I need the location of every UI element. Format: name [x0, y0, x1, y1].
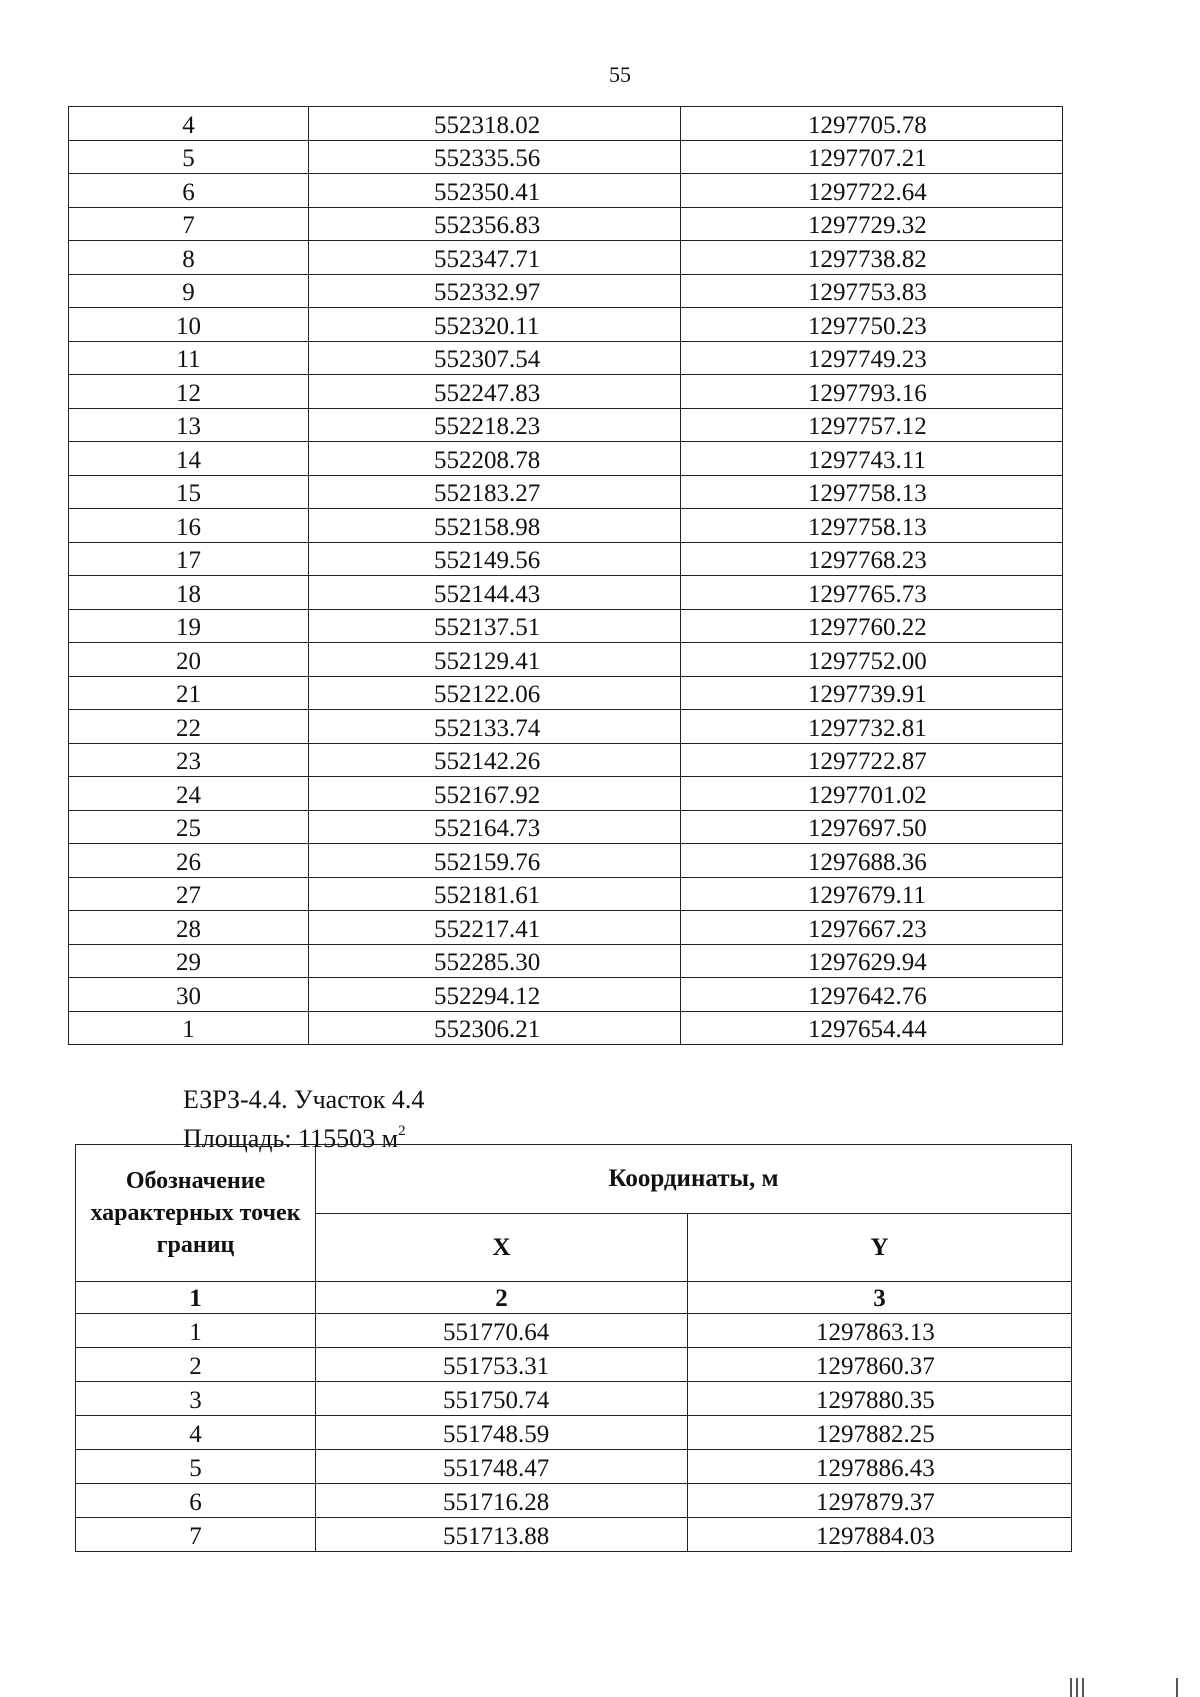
table-row [69, 274, 1063, 308]
x-coordinate-cell: 551716.28 [316, 1484, 688, 1518]
table-row [69, 810, 1063, 844]
area-label: Площадь: 115503 м [183, 1124, 399, 1153]
table-row [69, 107, 1063, 141]
point-number-cell: 1 [76, 1314, 316, 1348]
point-number-cell: 28 [69, 911, 309, 945]
table-row [69, 408, 1063, 442]
point-number-cell: 23 [69, 743, 309, 777]
point-number-cell: 22 [69, 710, 309, 744]
point-number-cell: 1 [69, 1011, 309, 1045]
y-coordinate-cell: 1297701.02 [681, 777, 1063, 811]
x-coordinate-cell: 552142.26 [309, 743, 681, 777]
x-coordinate-cell: 552144.43 [309, 576, 681, 610]
x-coordinate-cell: 551713.88 [316, 1518, 688, 1552]
point-number-cell: 5 [76, 1450, 316, 1484]
table-row [76, 1416, 1072, 1450]
y-coordinate-cell: 1297793.16 [681, 375, 1063, 409]
table-row [69, 576, 1063, 610]
x-coordinate-cell: 552167.92 [309, 777, 681, 811]
x-coordinate-cell: 551750.74 [316, 1382, 688, 1416]
table-row [76, 1484, 1072, 1518]
y-coordinate-cell: 1297705.78 [681, 107, 1063, 141]
y-coordinate-cell: 1297743.11 [681, 442, 1063, 476]
scan-mark [1082, 1678, 1084, 1697]
header-points: Обозначение характерных точек границ [76, 1145, 316, 1282]
point-number-cell: 14 [69, 442, 309, 476]
y-coordinate-cell: 1297758.13 [681, 475, 1063, 509]
scan-mark [1176, 1678, 1178, 1697]
x-coordinate-cell: 552247.83 [309, 375, 681, 409]
table-row [69, 643, 1063, 677]
y-coordinate-cell: 1297752.00 [681, 643, 1063, 677]
point-number-cell: 20 [69, 643, 309, 677]
table-row [69, 844, 1063, 878]
y-coordinate-cell: 1297753.83 [681, 274, 1063, 308]
y-coordinate-cell: 1297884.03 [688, 1518, 1072, 1552]
scan-mark [1076, 1678, 1078, 1697]
point-number-cell: 21 [69, 676, 309, 710]
page-number: 55 [609, 62, 631, 87]
x-coordinate-cell: 552350.41 [309, 174, 681, 208]
table-row [76, 1518, 1072, 1552]
y-coordinate-cell: 1297750.23 [681, 308, 1063, 342]
table-row [69, 978, 1063, 1012]
point-number-cell: 16 [69, 509, 309, 543]
column-number: 3 [688, 1282, 1072, 1314]
point-number-cell: 12 [69, 375, 309, 409]
x-coordinate-cell: 552294.12 [309, 978, 681, 1012]
y-coordinate-cell: 1297738.82 [681, 241, 1063, 275]
table-row [69, 174, 1063, 208]
x-coordinate-cell: 552217.41 [309, 911, 681, 945]
point-number-cell: 25 [69, 810, 309, 844]
x-coordinate-cell: 552208.78 [309, 442, 681, 476]
point-number-cell: 19 [69, 609, 309, 643]
table-row [69, 609, 1063, 643]
y-coordinate-cell: 1297667.23 [681, 911, 1063, 945]
x-coordinate-cell: 551748.47 [316, 1450, 688, 1484]
point-number-cell: 4 [69, 107, 309, 141]
table-row [76, 1382, 1072, 1416]
y-coordinate-cell: 1297880.35 [688, 1382, 1072, 1416]
x-coordinate-cell: 552318.02 [309, 107, 681, 141]
x-coordinate-cell: 552332.97 [309, 274, 681, 308]
scan-mark [1070, 1678, 1072, 1697]
coordinates-table [75, 1144, 1072, 1552]
x-coordinate-cell: 552218.23 [309, 408, 681, 442]
y-coordinate-cell: 1297739.91 [681, 676, 1063, 710]
table-row [76, 1348, 1072, 1382]
point-number-cell: 4 [76, 1416, 316, 1450]
area-unit-exponent: 2 [398, 1123, 406, 1139]
y-coordinate-cell: 1297765.73 [681, 576, 1063, 610]
table-row [69, 308, 1063, 342]
y-coordinate-cell: 1297729.32 [681, 207, 1063, 241]
point-number-cell: 7 [76, 1518, 316, 1552]
table-row [69, 1011, 1063, 1045]
point-number-cell: 3 [76, 1382, 316, 1416]
y-coordinate-cell: 1297879.37 [688, 1484, 1072, 1518]
y-coordinate-cell: 1297768.23 [681, 542, 1063, 576]
coordinates-table-continued [68, 106, 1063, 1045]
x-coordinate-cell: 552347.71 [309, 241, 681, 275]
table-row [69, 375, 1063, 409]
y-coordinate-cell: 1297732.81 [681, 710, 1063, 744]
y-coordinate-cell: 1297688.36 [681, 844, 1063, 878]
x-coordinate-cell: 552183.27 [309, 475, 681, 509]
y-coordinate-cell: 1297886.43 [688, 1450, 1072, 1484]
x-coordinate-cell: 552159.76 [309, 844, 681, 878]
point-number-cell: 7 [69, 207, 309, 241]
y-coordinate-cell: 1297707.21 [681, 140, 1063, 174]
table-row [69, 911, 1063, 945]
table-row [69, 475, 1063, 509]
point-number-cell: 6 [69, 174, 309, 208]
point-number-cell: 24 [69, 777, 309, 811]
point-number-cell: 2 [76, 1348, 316, 1382]
point-number-cell: 13 [69, 408, 309, 442]
point-number-cell: 18 [69, 576, 309, 610]
y-coordinate-cell: 1297679.11 [681, 877, 1063, 911]
x-coordinate-cell: 552129.41 [309, 643, 681, 677]
point-number-cell: 6 [76, 1484, 316, 1518]
point-number-cell: 29 [69, 944, 309, 978]
column-number: 1 [76, 1282, 316, 1314]
section-title: ЕЗРЗ-4.4. Участок 4.4 [183, 1085, 425, 1114]
table-row [69, 676, 1063, 710]
table-row [69, 777, 1063, 811]
x-coordinate-cell: 552285.30 [309, 944, 681, 978]
table-row [69, 442, 1063, 476]
y-coordinate-cell: 1297863.13 [688, 1314, 1072, 1348]
x-coordinate-cell: 552181.61 [309, 877, 681, 911]
x-coordinate-cell: 552306.21 [309, 1011, 681, 1045]
table-row [69, 241, 1063, 275]
x-coordinate-cell: 551748.59 [316, 1416, 688, 1450]
table-row [69, 207, 1063, 241]
table-row [69, 710, 1063, 744]
table-row [69, 743, 1063, 777]
y-coordinate-cell: 1297722.87 [681, 743, 1063, 777]
table-row [69, 341, 1063, 375]
point-number-cell: 5 [69, 140, 309, 174]
table-row [69, 509, 1063, 543]
y-coordinate-cell: 1297749.23 [681, 341, 1063, 375]
x-coordinate-cell: 552164.73 [309, 810, 681, 844]
column-number: 2 [316, 1282, 688, 1314]
point-number-cell: 27 [69, 877, 309, 911]
x-coordinate-cell: 552320.11 [309, 308, 681, 342]
header-y: Y [688, 1214, 1072, 1282]
point-number-cell: 17 [69, 542, 309, 576]
x-coordinate-cell: 551770.64 [316, 1314, 688, 1348]
x-coordinate-cell: 551753.31 [316, 1348, 688, 1382]
table-row [76, 1450, 1072, 1484]
x-coordinate-cell: 552158.98 [309, 509, 681, 543]
x-coordinate-cell: 552149.56 [309, 542, 681, 576]
x-coordinate-cell: 552307.54 [309, 341, 681, 375]
point-number-cell: 9 [69, 274, 309, 308]
table-row [69, 542, 1063, 576]
y-coordinate-cell: 1297629.94 [681, 944, 1063, 978]
header-x: X [316, 1214, 688, 1282]
point-number-cell: 8 [69, 241, 309, 275]
y-coordinate-cell: 1297758.13 [681, 509, 1063, 543]
point-number-cell: 11 [69, 341, 309, 375]
x-coordinate-cell: 552137.51 [309, 609, 681, 643]
header-coordinates: Координаты, м [316, 1145, 1072, 1214]
column-number-row [76, 1282, 1072, 1314]
table-row [76, 1314, 1072, 1348]
y-coordinate-cell: 1297757.12 [681, 408, 1063, 442]
x-coordinate-cell: 552133.74 [309, 710, 681, 744]
point-number-cell: 15 [69, 475, 309, 509]
y-coordinate-cell: 1297860.37 [688, 1348, 1072, 1382]
x-coordinate-cell: 552356.83 [309, 207, 681, 241]
x-coordinate-cell: 552335.56 [309, 140, 681, 174]
table-row [69, 140, 1063, 174]
y-coordinate-cell: 1297697.50 [681, 810, 1063, 844]
x-coordinate-cell: 552122.06 [309, 676, 681, 710]
table-row [69, 944, 1063, 978]
point-number-cell: 10 [69, 308, 309, 342]
y-coordinate-cell: 1297722.64 [681, 174, 1063, 208]
y-coordinate-cell: 1297642.76 [681, 978, 1063, 1012]
table-row [69, 877, 1063, 911]
y-coordinate-cell: 1297882.25 [688, 1416, 1072, 1450]
y-coordinate-cell: 1297654.44 [681, 1011, 1063, 1045]
point-number-cell: 30 [69, 978, 309, 1012]
y-coordinate-cell: 1297760.22 [681, 609, 1063, 643]
point-number-cell: 26 [69, 844, 309, 878]
